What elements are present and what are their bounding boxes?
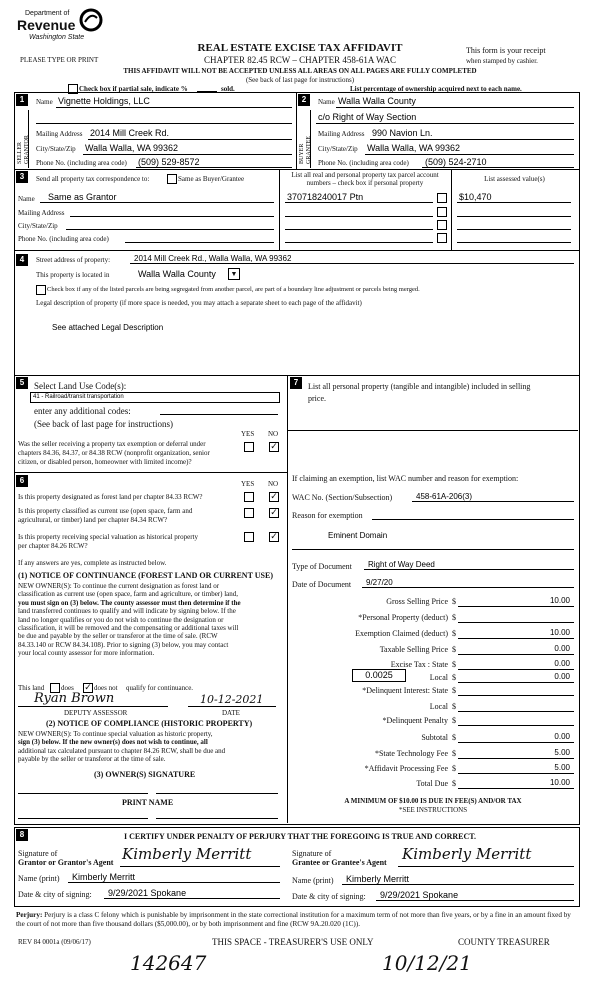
completion-warning: THIS AFFIDAVIT WILL NOT BE ACCEPTED UNLESS ALL AREAS ON ALL PAGES ARE FULLY COMPLETED (123, 67, 477, 75)
parcel-line-4 (285, 242, 433, 243)
corr-mail-line (70, 216, 274, 217)
sec6-q2-yes-checkbox[interactable] (244, 508, 254, 518)
form-title: REAL ESTATE EXCISE TAX AFFIDAVIT (197, 42, 403, 54)
parcel-number[interactable]: 370718240017 Ptn (287, 192, 364, 202)
grantor-name-line (68, 882, 280, 883)
calc-line-subtotal (458, 742, 574, 743)
buyer-phone-label: Phone No. (including area code) (318, 159, 409, 167)
notice1-line-7: be due and payable by the seller or transferor at the time of sale. (RCW (18, 632, 218, 641)
owner-sig-line-1 (18, 793, 148, 794)
land-use-select[interactable] (30, 392, 280, 403)
doc-type-line (364, 569, 574, 570)
calc-dollar-delinq-int-state: $ (452, 686, 456, 695)
grantor-date-city[interactable]: 9/29/2021 Spokane (108, 888, 187, 898)
grantor-date-line (104, 898, 280, 899)
calc-dollar-tech-fee: $ (452, 749, 456, 758)
calc-line-processing-fee (458, 773, 574, 774)
sec6-q2-line2: agricultural, or timber) land per chapter 84.34 RCW? (18, 516, 168, 524)
same-as-buyer-label: Same as Buyer/Grantee (178, 175, 245, 183)
additional-codes-line (160, 414, 278, 415)
calc-dollar-taxable: $ (452, 645, 456, 654)
sec6-q3-line1: Is this property receiving special valuation as historical property (18, 533, 199, 541)
sec6-q3-no-checkbox[interactable]: ✓ (270, 532, 278, 542)
buyer-name2-line (316, 123, 574, 124)
assessed-head: List assessed value(s) (484, 175, 545, 183)
calc-value-tech-fee[interactable]: 5.00 (554, 748, 570, 757)
calc-label-delinq-int-local: Local (429, 702, 448, 711)
wac-label: WAC No. (Section/Subsection) (292, 493, 393, 502)
parcel-line-1 (285, 202, 433, 203)
land-does-not-label: does not (94, 684, 118, 692)
reason-label: Reason for exemption (292, 511, 363, 520)
pct-ownership-note: List percentage of ownership acquired next to each name. (350, 85, 522, 93)
qualify-label: qualify for continuance. (126, 684, 194, 692)
county-dropdown-icon[interactable]: ▼ (228, 268, 240, 280)
doc-type[interactable]: Right of Way Deed (368, 560, 435, 569)
notice1-line-1: NEW OWNER(S): To continue the current designation as forest land or (18, 582, 220, 590)
calc-dollar-personal: $ (452, 613, 456, 622)
street-address[interactable]: 2014 Mill Creek Rd., Walla Walla, WA 99362 (134, 254, 292, 263)
sec5-q1-line2: chapters 84.36, 84.37, or 84.38 RCW (nonprofit organization, senior (18, 449, 210, 457)
grantor-sig-of: Signature of (18, 849, 58, 858)
calc-line-state-tax (458, 669, 574, 670)
print-name-line-2 (156, 818, 278, 819)
calc-label-delinq-int-state: *Delinquent Interest: State (362, 686, 448, 695)
owner-sig-line-2 (156, 793, 278, 794)
section-4-badge: 4 (16, 254, 28, 266)
calc-label-local-tax: Local (429, 673, 448, 682)
this-land-label: This land (18, 684, 45, 692)
sec5-q1-line3: citizen, or disabled person, homeowner with limited income)? (18, 458, 192, 466)
logo-state: Washington State (29, 34, 85, 41)
calc-label-taxable: Taxable Selling Price (379, 645, 448, 654)
calc-label-delinq-penalty: *Delinquent Penalty (382, 716, 448, 725)
section-3-divider-2 (451, 169, 452, 250)
buyer-name-line (336, 107, 574, 108)
calc-line-delinq-int-state (458, 695, 574, 696)
handwritten-date: 10/12/21 (382, 951, 472, 975)
calc-line-delinq-int-local (458, 711, 574, 712)
additional-codes-label: enter any additional codes: (34, 406, 131, 416)
located-label: This property is located in (36, 271, 110, 279)
grantor-date-label: Date & city of signing: (18, 890, 92, 899)
land-use-label: Select Land Use Code(s): (34, 381, 127, 391)
notice2-line-4: payable by the seller or transferor at the time of sale. (18, 755, 166, 764)
personal-prop-label-2: price. (308, 394, 326, 403)
calc-dollar-total-due: $ (452, 779, 456, 788)
calc-value-taxable[interactable]: 0.00 (554, 644, 570, 653)
same-as-buyer-checkbox[interactable] (167, 174, 177, 184)
reason-line-2 (292, 549, 574, 550)
corr-name-label: Name (18, 195, 35, 203)
sec6-if-yes: If any answers are yes, complete as instructed below. (18, 559, 167, 567)
grantee-agent-label: Grantee or Grantee's Agent (292, 858, 387, 867)
seller-mail[interactable]: 2014 Mill Creek Rd. (90, 128, 170, 138)
grantee-name-label: Name (print) (292, 876, 334, 885)
buyer-side-divider (310, 110, 311, 168)
calc-value-gross[interactable]: 10.00 (549, 596, 570, 605)
buyer-phone[interactable]: (509) 524-2710 (425, 157, 487, 167)
seller-grantor-label: SELLER GRANTOR (17, 135, 30, 164)
perjury-text: Perjury is a class C felony which is punishable by imprisonment in the state correctional institution for a maximum term of not more than five years, or by a fine in an amount fixed by the court of not more than five thousand dollars ($5,000.00), or by both imprisonment and fine (RCW 9A.20.020 (1C)). (16, 911, 571, 928)
calc-label-subtotal: Subtotal (421, 733, 448, 742)
assessed-line-4 (457, 242, 571, 243)
grantee-date-city[interactable]: 9/29/2021 Spokane (380, 890, 459, 900)
calc-value-exemption[interactable]: 10.00 (549, 628, 570, 637)
assessed-line-1 (457, 202, 571, 203)
calc-label-processing-fee: *Affidavit Processing Fee (364, 764, 448, 773)
section-2-badge: 2 (298, 94, 310, 106)
section-3-badge: 3 (16, 171, 28, 183)
owner-signature-title: (3) OWNER(S) SIGNATURE (94, 770, 196, 779)
doc-date[interactable]: 9/27/20 (366, 578, 393, 587)
personal-prop-label-1: List all personal property (tangible and intangible) included in selling (308, 382, 531, 391)
notice1-line-8: 84.33.140 or RCW 84.34.108). Prior to signing (3) below, you may contact (18, 640, 229, 649)
buyer-phone-line (422, 167, 574, 168)
calc-line-delinq-penalty (458, 725, 574, 726)
section-7-badge: 7 (290, 377, 302, 389)
notice-continuance-body (18, 582, 286, 658)
calc-label-gross: Gross Selling Price (386, 597, 448, 606)
claim-exemption-label: If claiming an exemption, list WAC number and reason for exemption: (292, 474, 519, 483)
calc-line-local-tax (458, 682, 574, 683)
notice-compliance-body (18, 730, 286, 764)
sec6-q3-line2: per chapter 84.26 RCW? (18, 542, 88, 550)
logo-revenue: Revenue (17, 17, 76, 33)
partial-sale-label: Check box if partial sale, indicate % (79, 85, 188, 93)
print-name-label: PRINT NAME (122, 798, 174, 807)
calc-dollar-delinq-penalty: $ (452, 716, 456, 725)
calc-value-total-due[interactable]: 10.00 (549, 778, 570, 787)
perjury-label: Perjury: (16, 911, 43, 919)
calc-line-gross (458, 606, 574, 607)
grantor-signature: Kimberly Merritt (122, 845, 252, 863)
personal-prop-checkbox-4[interactable] (437, 233, 447, 243)
minimum-due-note: A MINIMUM OF $10.00 IS DUE IN FEE(S) AND/OR TAX (344, 797, 522, 805)
notice-continuance-title: (1) NOTICE OF CONTINUANCE (FOREST LAND OR CURRENT USE) (18, 571, 273, 580)
calc-dollar-subtotal: $ (452, 733, 456, 742)
calc-dollar-gross: $ (452, 597, 456, 606)
calc-value-local-tax[interactable]: 0.00 (554, 672, 570, 681)
notice1-line-5: land no longer qualifies or you do not wish to continue the designation or (18, 615, 224, 624)
calc-line-tech-fee (458, 758, 574, 759)
sec5-no-head: NO (268, 430, 279, 438)
form-chapter: CHAPTER 82.45 RCW – CHAPTER 458-61A WAC (204, 55, 396, 65)
segregated-label: Check box if any of the listed parcels are being segregated from another parcel, are part of a boundary line adjustment or parcels being merged. (47, 286, 420, 293)
county-treasurer-label: COUNTY TREASURER (458, 937, 550, 947)
buyer-name[interactable]: Walla Walla County (338, 96, 416, 106)
buyer-city-line (365, 154, 574, 155)
grantor-agent-label: Grantor or Grantor's Agent (18, 858, 114, 867)
grantee-sig-line (398, 866, 574, 867)
sec6-q2-no-checkbox[interactable]: ✓ (270, 508, 278, 518)
assessor-sig-line (18, 706, 168, 707)
calc-line-total-due (458, 788, 574, 789)
land-use-see-back: (See back of last page for instructions) (34, 419, 173, 429)
calc-dollar-exemption: $ (452, 629, 456, 638)
calc-value-state-tax[interactable]: 0.00 (554, 659, 570, 668)
personal-prop-checkbox-3[interactable] (437, 220, 447, 230)
section-6-badge: 6 (16, 475, 28, 487)
segregated-checkbox[interactable] (36, 285, 46, 295)
assessed-value[interactable]: $10,470 (459, 192, 492, 202)
assessed-line-3 (457, 229, 571, 230)
sec6-yes-head: YES (241, 480, 255, 488)
calc-label-tech-fee: *State Technology Fee (374, 749, 448, 758)
doc-date-label: Date of Document (292, 580, 352, 589)
notice1-line-4: land transferred continues to qualify and will indicate by signing below. If the (18, 607, 236, 616)
section-5-7-divider (287, 375, 288, 823)
section-3-divider-1 (279, 169, 280, 250)
notice1-line-3: you must sign on (3) below. The county assessor must then determine if the (18, 598, 241, 607)
section-8-badge: 8 (16, 829, 28, 841)
calc-dollar-delinq-int-local: $ (452, 702, 456, 711)
land-does-label: does (61, 684, 74, 692)
notice1-line-9: your local county assessor for more information. (18, 649, 155, 658)
corr-name[interactable]: Same as Grantor (48, 192, 117, 202)
local-rate-field[interactable] (352, 669, 406, 682)
send-correspondence-label: Send all property tax correspondence to: (36, 175, 150, 183)
seller-name-label: Name (36, 98, 53, 106)
sec6-q2-line1: Is this property classified as current use (open space, farm and (18, 507, 193, 515)
buyer-city[interactable]: Walla Walla, WA 99362 (367, 143, 461, 153)
receipt-note-2: when stamped by cashier. (466, 57, 538, 65)
street-line (130, 263, 574, 264)
corr-phone-label: Phone No. (including area code) (18, 235, 109, 243)
parcel-line-3 (285, 229, 433, 230)
doc-date-line (362, 587, 574, 588)
wac-number[interactable]: 458-61A-206(3) (416, 492, 473, 501)
notice1-line-6: classification, it will be removed and the compensating or additional taxes will (18, 624, 239, 633)
exemption-reason[interactable]: Eminent Domain (328, 531, 388, 540)
seller-city[interactable]: Walla Walla, WA 99362 (85, 143, 179, 153)
grantee-signature: Kimberly Merritt (402, 845, 532, 863)
personal-prop-checkbox-2[interactable] (437, 207, 447, 217)
assessed-line-2 (457, 216, 571, 217)
seller-phone-label: Phone No. (including area code) (36, 159, 127, 167)
calc-label-total-due: Total Due (416, 779, 448, 788)
calc-dollar-state-tax: $ (452, 660, 456, 669)
local-rate: 0.0025 (365, 670, 393, 680)
sec5-q1-line1: Was the seller receiving a property tax exemption or deferral under (18, 440, 206, 448)
sec5-q1-no-checkbox[interactable]: ✓ (270, 442, 278, 452)
sec6-q3-yes-checkbox[interactable] (244, 532, 254, 542)
grantor-name-label: Name (print) (18, 874, 60, 883)
rev-number: REV 84 0001a (09/06/17) (18, 938, 91, 946)
calc-line-taxable (458, 654, 574, 655)
assessor-date-line (188, 706, 276, 707)
buyer-mail[interactable]: 990 Navion Ln. (372, 128, 433, 138)
seller-name2-line (36, 123, 292, 124)
grantee-date-label: Date & city of signing: (292, 892, 366, 901)
legal-desc[interactable]: See attached Legal Description (52, 323, 164, 332)
section-1-badge: 1 (16, 94, 28, 106)
land-use-code: 41 - Railroad/transit transportation (33, 394, 124, 400)
parcel-line-2 (285, 216, 433, 217)
buyer-city-label: City/State/Zip (318, 145, 358, 153)
section-5-badge: 5 (16, 377, 28, 389)
buyer-grantee-label: BUYER GRANTEE (299, 136, 312, 164)
seller-phone[interactable]: (509) 529-8572 (138, 157, 200, 167)
assessor-signature: Ryan Brown (34, 691, 115, 706)
corr-mail-label: Mailing Address (18, 209, 65, 217)
dor-logo (17, 8, 103, 46)
sec6-q1: Is this property designated as forest land per chapter 84.33 RCW? (18, 493, 203, 501)
parcel-head-1: List all real and personal property tax parcel account (291, 171, 439, 179)
parcel-head-2: numbers – check box if personal property (306, 179, 424, 187)
grantee-name[interactable]: Kimberly Merritt (346, 874, 410, 884)
calc-label-state-tax: Excise Tax : State (390, 660, 448, 669)
buyer-mail-label: Mailing Address (318, 130, 365, 138)
seller-city-label: City/State/Zip (36, 145, 76, 153)
corr-phone-line (125, 242, 274, 243)
calc-label-exemption: Exemption Claimed (deduct) (355, 629, 448, 638)
seller-name[interactable]: Vignette Holdings, LLC (58, 96, 150, 106)
revenue-swirl-icon (79, 8, 103, 32)
sold-label: sold. (221, 85, 235, 93)
reason-line-1 (372, 519, 574, 520)
seller-mail-label: Mailing Address (36, 130, 83, 138)
notice2-line-2: sign (3) below. If the new owner(s) does not wish to continue, all (18, 738, 208, 747)
buyer-mail-line (370, 139, 574, 140)
notice2-line-1: NEW OWNER(S): To continue special valuation as historic property, (18, 730, 213, 738)
notice2-line-3: additional tax calculated pursuant to chapter 84.26 RCW, shall be due and (18, 746, 226, 755)
seller-mail-line (88, 139, 292, 140)
calc-value-subtotal[interactable]: 0.00 (554, 732, 570, 741)
logo-dept: Department of (25, 10, 70, 17)
county-select[interactable]: Walla Walla County (138, 269, 216, 279)
buyer-name-label: Name (318, 98, 335, 106)
section-6-top-line (14, 472, 287, 473)
corr-name-line (40, 202, 274, 203)
sec5-q1-yes-checkbox[interactable] (244, 442, 254, 452)
calc-line-personal (458, 622, 574, 623)
corr-city-label: City/State/Zip (18, 222, 58, 230)
handwritten-receipt-number: 142647 (130, 951, 207, 975)
treasurer-use-label: THIS SPACE - TREASURER'S USE ONLY (212, 937, 374, 947)
personal-prop-checkbox-1[interactable] (437, 193, 447, 203)
seller-city-line (83, 154, 292, 155)
see-instructions-note: *SEE INSTRUCTIONS (398, 806, 468, 814)
calc-dollar-processing-fee: $ (452, 764, 456, 773)
certify-statement: I CERTIFY UNDER PENALTY OF PERJURY THAT THE FOREGOING IS TRUE AND CORRECT. (123, 832, 476, 841)
seller-name-line (56, 107, 292, 108)
seller-side-divider (28, 110, 29, 168)
notice-compliance-title: (2) NOTICE OF COMPLIANCE (HISTORIC PROPERTY) (46, 719, 253, 728)
grantor-name[interactable]: Kimberly Merritt (72, 872, 136, 882)
perjury-notice (16, 911, 580, 929)
deputy-assessor-label: DEPUTY ASSESSOR (64, 709, 128, 717)
buyer-name-2[interactable]: c/o Right of Way Section (318, 112, 417, 122)
calc-dollar-local-tax: $ (452, 673, 456, 682)
doc-type-label: Type of Document (292, 562, 352, 571)
sec6-no-head: NO (268, 480, 279, 488)
sec6-q1-yes-checkbox[interactable] (244, 492, 254, 502)
sec5-yes-head: YES (241, 430, 255, 438)
grantor-sig-line (120, 866, 280, 867)
calc-label-personal: *Personal Property (deduct) (358, 613, 448, 622)
assessor-date-label: DATE (222, 709, 240, 717)
please-type: PLEASE TYPE OR PRINT (20, 56, 99, 64)
section-4-frame (14, 250, 580, 376)
grantee-name-line (342, 884, 574, 885)
section-1-2-divider (296, 92, 297, 169)
print-name-line-1 (18, 818, 148, 819)
street-label: Street address of property: (36, 256, 111, 264)
calc-line-exemption (458, 638, 574, 639)
sec6-q1-no-checkbox[interactable]: ✓ (270, 492, 278, 502)
grantee-sig-of: Signature of (292, 849, 332, 858)
assessor-date: 10-12-2021 (200, 693, 264, 706)
see-back-note: (See back of last page for instructions) (245, 76, 355, 84)
section-7-mid-line (287, 430, 578, 431)
receipt-note-1: This form is your receipt (466, 46, 546, 55)
notice1-line-2: classification as current use (open space, farm and agriculture, or timber) land, (18, 590, 239, 599)
legal-desc-label: Legal description of property (if more space is needed, you may attach a separate sheet to each page of the affidavit) (36, 299, 362, 307)
wac-line (412, 501, 574, 502)
calc-value-processing-fee[interactable]: 5.00 (554, 763, 570, 772)
seller-phone-line (136, 167, 292, 168)
land-does-not-checkbox[interactable]: ✓ (84, 683, 92, 693)
corr-city-line (66, 229, 274, 230)
grantee-date-line (376, 900, 574, 901)
